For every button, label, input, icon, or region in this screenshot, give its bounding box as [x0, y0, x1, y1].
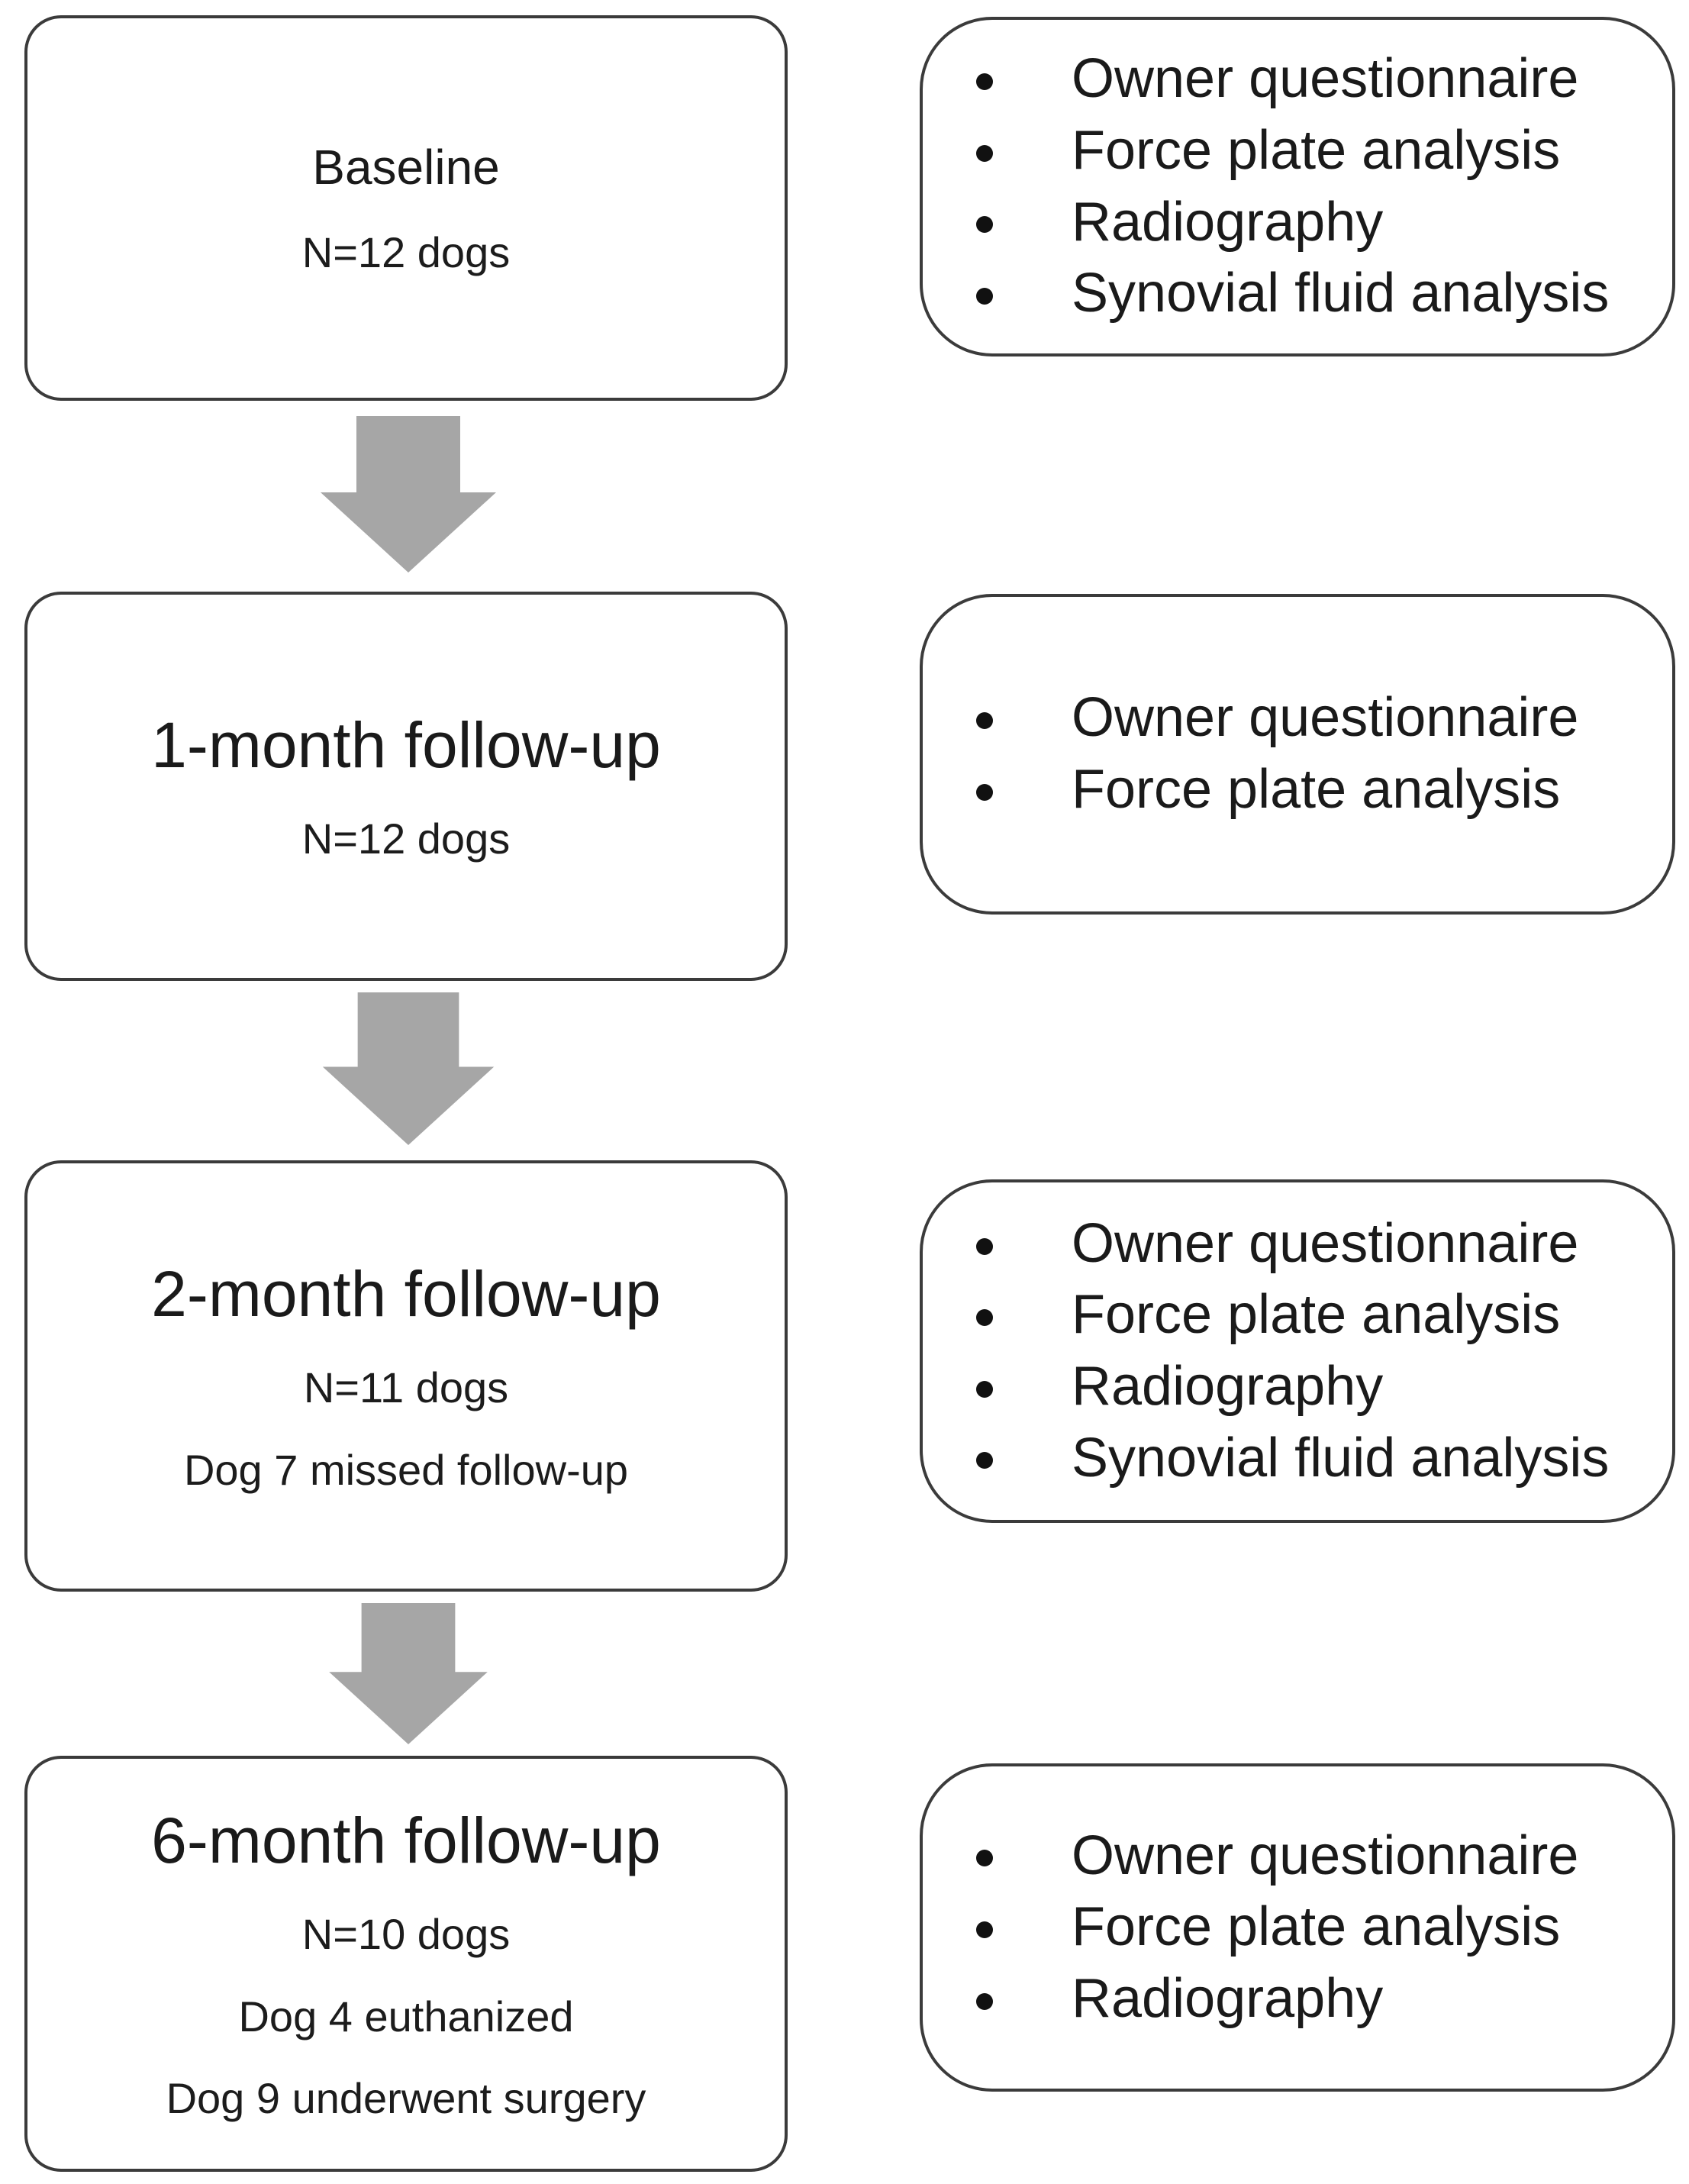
- assessment-item: [976, 258, 1649, 330]
- assessment-item: [976, 1351, 1649, 1423]
- stage-detail: Dog 9 underwent surgery: [166, 2074, 646, 2123]
- assessment-item: [976, 1963, 1649, 2035]
- down-arrow-icon: [321, 1603, 496, 1744]
- assessment-item: [976, 682, 1649, 754]
- stage-box-baseline: [24, 15, 788, 401]
- down-arrow-icon: [321, 992, 496, 1145]
- bullet-icon: [976, 73, 993, 90]
- assessments-box-baseline: [920, 17, 1675, 356]
- bullet-icon: [976, 216, 993, 233]
- bullet-icon: [976, 1921, 993, 1938]
- bullet-icon: [976, 1993, 993, 2010]
- down-arrow-shape: [323, 992, 494, 1145]
- assessment-label: Force plate analysis: [1072, 1284, 1561, 1346]
- bullet-icon: [976, 288, 993, 305]
- bullet-icon: [976, 1381, 993, 1398]
- assessment-label: Synovial fluid analysis: [1072, 1427, 1610, 1489]
- assessment-item: [976, 1208, 1649, 1280]
- stage-detail: Dog 7 missed follow-up: [183, 1445, 629, 1494]
- stage-title: 1-month follow-up: [151, 709, 661, 781]
- down-arrow-shape: [329, 1603, 488, 1744]
- assessment-list: [923, 682, 1672, 825]
- assessment-list: [923, 44, 1672, 329]
- stage-title: Baseline: [312, 139, 500, 195]
- bullet-icon: [976, 712, 993, 729]
- assessment-label: Owner questionnaire: [1072, 687, 1579, 749]
- assessment-label: Force plate analysis: [1072, 1896, 1561, 1958]
- assessment-label: Force plate analysis: [1072, 119, 1561, 181]
- assessment-label: Force plate analysis: [1072, 759, 1561, 820]
- assessment-label: Synovial fluid analysis: [1072, 263, 1610, 324]
- assessment-item: [976, 754, 1649, 826]
- bullet-icon: [976, 1309, 993, 1326]
- assessment-label: Owner questionnaire: [1072, 1824, 1579, 1886]
- assessment-label: Radiography: [1072, 1967, 1384, 2029]
- assessment-item: [976, 1892, 1649, 1963]
- assessment-item: [976, 187, 1649, 259]
- assessment-label: Owner questionnaire: [1072, 48, 1579, 110]
- stage-box-2-month: [24, 1160, 788, 1592]
- bullet-icon: [976, 1238, 993, 1255]
- down-arrow-shape: [321, 416, 496, 573]
- assessment-label: Owner questionnaire: [1072, 1212, 1579, 1274]
- stage-detail: N=10 dogs: [301, 1910, 511, 1959]
- stage-detail: N=11 dogs: [303, 1363, 509, 1412]
- stage-box-1-month: [24, 592, 788, 981]
- stage-detail: N=12 dogs: [301, 227, 511, 276]
- assessment-item: [976, 1423, 1649, 1495]
- stage-box-6-month: [24, 1756, 788, 2172]
- stage-title: 6-month follow-up: [151, 1804, 661, 1876]
- assessment-item: [976, 115, 1649, 187]
- bullet-icon: [976, 1850, 993, 1866]
- assessments-box-6-month: [920, 1763, 1675, 2092]
- stage-detail: Dog 4 euthanized: [238, 1992, 574, 2040]
- assessments-box-1-month: [920, 594, 1675, 915]
- assessment-label: Radiography: [1072, 191, 1384, 253]
- stage-title: 2-month follow-up: [151, 1257, 661, 1330]
- assessment-item: [976, 44, 1649, 115]
- bullet-icon: [976, 145, 993, 162]
- assessment-label: Radiography: [1072, 1356, 1384, 1417]
- assessment-list: [923, 1208, 1672, 1494]
- down-arrow-icon: [321, 416, 496, 573]
- bullet-icon: [976, 1452, 993, 1469]
- assessment-list: [923, 1821, 1672, 2035]
- assessments-box-2-month: [920, 1179, 1675, 1523]
- bullet-icon: [976, 784, 993, 801]
- assessment-item: [976, 1279, 1649, 1351]
- assessment-item: [976, 1821, 1649, 1892]
- stage-detail: N=12 dogs: [301, 815, 511, 863]
